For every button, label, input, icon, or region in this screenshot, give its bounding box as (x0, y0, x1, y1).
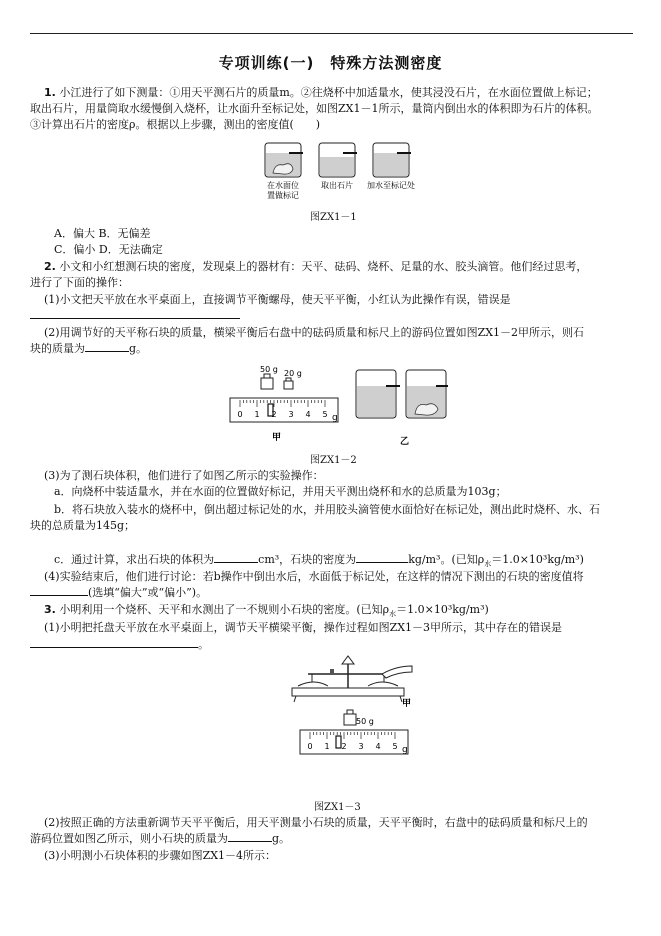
caption-zx1-3: 图ZX1－3 (314, 802, 361, 813)
q2-step-a: a．向烧杯中装适量水，并在水面的位置做好标记，并用天平测出烧杯和水的总质量为103g； (54, 485, 507, 498)
scale-q3-tick-label: 0 (307, 742, 313, 751)
q2-part2-line2: 块的质量为 g。 (30, 342, 148, 355)
q2-part1: (1)小文把天平放在水平桌面上，直接调节平衡螺母，使天平平衡，小红认为此操作有误，错误是 (44, 293, 511, 306)
beaker-stone-removed (319, 143, 357, 177)
scale-q3-tick-label: 2 (341, 742, 347, 751)
q2-step-b2: 块的总质量为145g； (30, 519, 136, 532)
answer-blank-q2-2[interactable] (85, 341, 129, 352)
figure-zx1-3-yi (298, 708, 418, 758)
q3-part2-line1: (2)按照正确的方法重新调节天平平衡后，用天平测量小石块的质量，天平平衡时，右盘中的砝码质量和标尺上的 (44, 816, 588, 829)
answer-blank-volume[interactable] (214, 552, 258, 563)
caption-zx1-2: 图ZX1－2 (310, 455, 357, 466)
page-title: 专项训练(一) 特殊方法测密度 (218, 54, 443, 72)
figure-zx1-1 (255, 133, 425, 203)
q2-part1-answer (30, 308, 240, 324)
balance-scale (292, 656, 404, 702)
scale-q3-tick-label: 3 (358, 742, 364, 751)
fig1-label-remove: 取出石片 (321, 181, 353, 190)
fig1-label-refill: 加水至标记处 (367, 181, 415, 190)
scale-q3-tick-label: 4 (375, 742, 381, 751)
q3-label-jia: 甲 (402, 699, 412, 709)
q2-step-c: c．通过计算，求出石块的体积为 cm³，石块的密度为 kg/m³。(已知$\rho_水=1.0\times 10^3kg/m^3$) (54, 553, 584, 569)
scale-unit-jia: g (332, 413, 338, 423)
weight-20g-label: 20 g (284, 369, 302, 378)
q3-part1-line1: (1)小明把托盘天平放在水平桌面上，调节天平横梁平衡，操作过程如图ZX1－3甲所示，其中存在的错误是 (44, 621, 563, 634)
answer-blank-q2-4[interactable] (30, 585, 88, 596)
beaker-refilled (373, 143, 411, 177)
q1-line2: 取出石片，用量筒取水缓慢倒入烧杯，让水面升至标记处，如图ZX1－1所示，量筒内倒出水的体积即为石片的体积。 (30, 102, 599, 115)
q1-line3: ③计算出石片的密度ρ。根据以上步骤，测出的密度值( ) (30, 118, 321, 131)
rider-q3 (336, 736, 341, 748)
fig1-label-mark-a: 在水面位 (267, 181, 299, 190)
q3-intro: 3. 小明利用一个烧杯、天平和水测出了一不规则小石块的密度。(已知$\rho_水=1.0\times 10^3kg/m^3$) (44, 603, 489, 619)
q3-part2-line2: 游码位置如图乙所示，则小石块的质量为 g。 (30, 832, 291, 845)
scale-jia-tick-label: 5 (322, 410, 328, 419)
scale-jia-tick-label: 0 (237, 410, 243, 419)
weight-50g-q3-label: 50 g (356, 717, 374, 726)
scale-jia-tick-label: 2 (271, 410, 277, 419)
q2-part4-line1: (4)实验结束后，他们进行讨论：若b操作中倒出水后，水面低于标记处，在这样的情况下测出的石块的密度值将 (44, 570, 584, 583)
label-jia: 甲 (272, 433, 282, 443)
q3-part1-line2: 。 (30, 637, 209, 653)
scale-q3-tick-label: 1 (324, 742, 330, 751)
beaker-with-stone (265, 143, 303, 177)
label-yi: 乙 (400, 437, 410, 447)
weight-50g-q3 (344, 710, 356, 725)
q2-part2-line1: (2)用调节好的天平称石块的质量，横梁平衡后右盘中的砝码质量和标尺上的游码位置如图ZX1－2甲所示，则石 (44, 326, 585, 339)
answer-blank-q3-1[interactable] (30, 637, 198, 648)
answer-blank-q3-2[interactable] (228, 831, 272, 842)
q2-part3: (3)为了测石块体积，他们进行了如图乙所示的实验操作： (44, 469, 324, 482)
q1-options-ab: A．偏大 B．无偏差 (54, 227, 151, 240)
beaker-water-marked (356, 370, 400, 418)
answer-blank-q2-1[interactable] (30, 308, 240, 319)
caption-zx1-1: 图ZX1－1 (310, 212, 357, 223)
scale-unit-q3: g (402, 745, 408, 755)
q2-step-b1: b．将石块放入装水的烧杯中，倒出超过标记处的水，并用胶头滴管使水面恰好在标记处，测出此时烧杯、水、石 (54, 503, 601, 516)
q2-intro2: 进行了下面的操作： (30, 276, 129, 289)
q1-options-cd: C．偏小 D．无法确定 (54, 243, 163, 256)
header-rule (30, 33, 633, 34)
q2-part4-line2: (选填“偏大”或“偏小”)。 (30, 585, 207, 601)
beaker-with-stone-yi (406, 370, 448, 418)
weight-50g (261, 374, 273, 389)
weight-50g-label: 50 g (260, 365, 278, 374)
figure-zx1-2 (228, 360, 448, 448)
scale-jia-tick-label: 1 (254, 410, 260, 419)
scale-jia-tick-label: 4 (305, 410, 311, 419)
q1-line1: 1. 小江进行了如下测量：①用天平测石片的质量m。②往烧杯中加适量水，使其浸没石片，在水面位置做上标记； (44, 86, 598, 99)
q3-part3: (3)小明测小石块体积的步骤如图ZX1－4所示： (44, 849, 277, 862)
fig1-label-mark-b: 置做标记 (267, 191, 299, 200)
weight-20g (284, 378, 293, 389)
figure-zx1-3-jia (290, 652, 420, 710)
scale-q3-tick-label: 5 (392, 742, 398, 751)
tweezers-hand (382, 666, 412, 678)
answer-blank-density[interactable] (356, 552, 408, 563)
scale-jia-tick-label: 3 (288, 410, 294, 419)
q2-intro1: 2. 小文和小红想测石块的密度，发现桌上的器材有：天平、砝码、烧杯、足量的水、胶头滴管。他们经过思考， (44, 260, 588, 273)
